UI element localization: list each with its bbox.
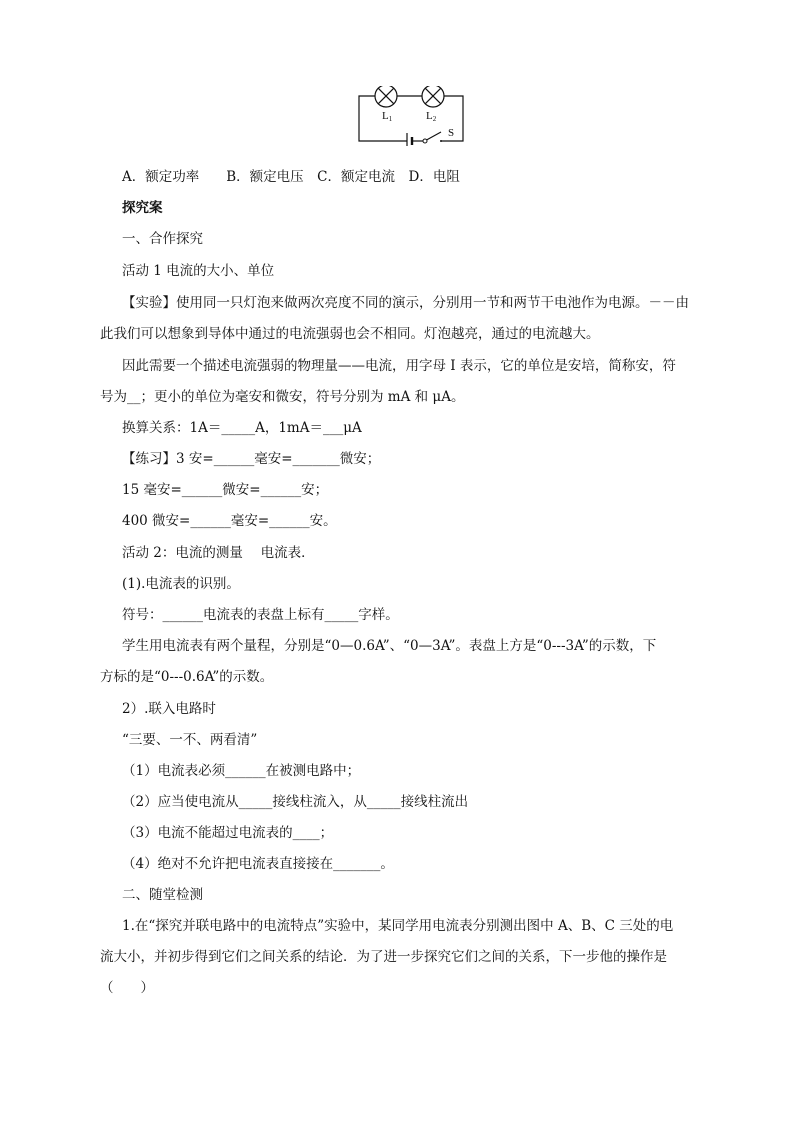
lamp-l2-symbol xyxy=(422,86,444,107)
question1-line1: 1.在“探究并联电路中的电流特点”实验中，某同学用电流表分别测出图中 A、B、C 三处的电 xyxy=(122,918,674,934)
lamp-l2-label: L xyxy=(426,110,433,122)
activity2-heading: 活动 2：电流的测量 电流表． xyxy=(122,545,315,561)
lamp-l1-symbol xyxy=(375,86,397,107)
battery-symbol xyxy=(407,133,412,146)
switch-symbol xyxy=(423,132,442,143)
ammeter-range-line1: 学生用电流表有两个量程，分别是“0—0.6A”、“0—3A”。表盘上方是“0---3A”的示数，下 xyxy=(122,638,657,654)
lamp-l2-subscript: 2 xyxy=(432,115,437,123)
rule-item-4: （4）绝对不允许把电流表直接接在_______。 xyxy=(122,856,394,872)
ammeter-identify-heading: (1).电流表的识别。 xyxy=(122,576,240,592)
svg-text:L2 xyxy=(426,110,437,123)
rule-summary: “三要、一不、两看清” xyxy=(122,732,258,748)
experiment-paragraph-line2: 此我们可以想象到导体中通过的电流强弱也会不相同。灯泡越亮，通过的电流越大。 xyxy=(100,326,600,342)
rule-item-1: （1）电流表必须______在被测电路中； xyxy=(122,763,361,779)
practice-line1: 【练习】3 安=______毫安=_______微安； xyxy=(122,451,381,467)
rule-item-2: （2）应当使电流从_____接线柱流入，从_____接线柱流出 xyxy=(122,794,469,810)
section-heading-in-class-test: 二、随堂检测 xyxy=(122,887,203,903)
answer-options: A．额定功率 B．额定电压 C．额定电流 D．电阻 xyxy=(122,169,460,185)
practice-line3: 400 微安=______毫安=______安。 xyxy=(122,513,337,529)
section-heading-tanjiu-an: 探究案 xyxy=(122,200,163,216)
definition-paragraph-line1: 因此需要一个描述电流强弱的物理量——电流，用字母 I 表示，它的单位是安培，简称安，符 xyxy=(122,358,676,374)
circuit-diagram xyxy=(355,86,467,146)
ammeter-range-line2: 方标的是“0---0.6A”的示数。 xyxy=(100,669,274,685)
connect-heading: 2）.联入电路时 xyxy=(122,701,216,717)
lamp-l1-label: L xyxy=(382,110,389,122)
unit-conversion: 换算关系：1A＝_____A，1mA＝___μA xyxy=(122,420,362,436)
activity1-heading: 活动 1 电流的大小、单位 xyxy=(122,263,275,279)
experiment-paragraph-line1: 【实验】使用同一只灯泡来做两次亮度不同的演示，分别用一节和两节干电池作为电源。－－由 xyxy=(122,295,689,311)
ammeter-symbol-line: 符号：______电流表的表盘上标有_____字样。 xyxy=(122,607,399,623)
switch-label: S xyxy=(448,127,455,139)
practice-line2: 15 毫安=______微安=______安； xyxy=(122,482,329,498)
section-heading-cooperative-inquiry: 一、合作探究 xyxy=(122,231,203,247)
question1-line2: 流大小，并初步得到它们之间关系的结论．为了进一步探究它们之间的关系，下一步他的操作是 xyxy=(100,949,667,965)
svg-text:L1 xyxy=(382,110,393,123)
definition-paragraph-line2: 号为__；更小的单位为毫安和微安，符号分别为 mA 和 μA。 xyxy=(100,389,465,405)
rule-item-3: （3）电流不能超过电流表的____； xyxy=(122,825,334,841)
question1-answer-blank: （ ） xyxy=(100,980,154,996)
lamp-l1-subscript: 1 xyxy=(388,115,393,123)
